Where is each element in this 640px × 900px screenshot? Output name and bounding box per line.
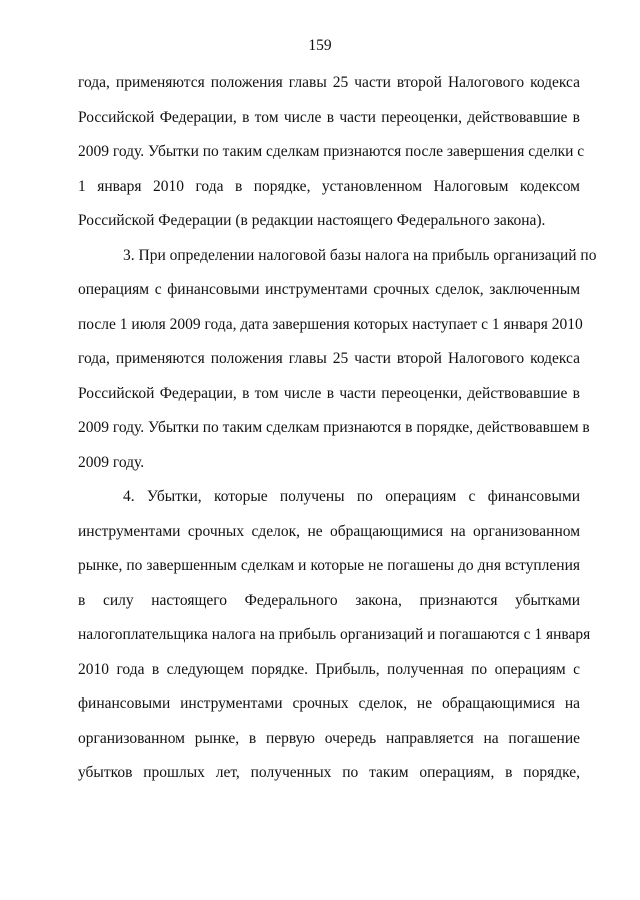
text-line: инструментами срочных сделок, не обращающимися на организованном [78,522,580,540]
text-line: после 1 июля 2009 года, дата завершения которых наступает с 1 января 2010 [78,315,583,333]
text-line: рынке, по завершенным сделкам и которые не погашены до дня вступления [78,557,580,574]
text-line: 1 января 2010 года в порядке, установленном Налоговым кодексом [78,177,580,195]
page-number: 159 [308,37,332,54]
text-line: убытков прошлых лет, полученных по таким операциям, в порядке, [78,764,580,781]
text-line: финансовыми инструментами срочных сделок, не обращающимися на [78,695,580,712]
text-line: в силу настоящего Федерального закона, признаются убытками [78,591,580,609]
text-line: операциям с финансовыми инструментами срочных сделок, заключенным [78,281,580,298]
text-line: Российской Федерации, в том числе в части переоценки, действовавшие в [78,384,580,402]
text-line: Российской Федерации, в том числе в части переоценки, действовавшие в [78,108,580,126]
text-line: 4. Убытки, которые получены по операциям с финансовыми [123,488,580,505]
text-line: 2009 году. Убытки по таким сделкам признаются в порядке, действовавшем в [78,419,590,436]
text-line: года, применяются положения главы 25 части второй Налогового кодекса [78,74,580,91]
text-line: налогоплательщика налога на прибыль организаций и погашаются с 1 января [78,626,591,643]
text-line: 2010 года в следующем порядке. Прибыль, полученная по операциям с [78,660,580,678]
text-line: 2009 году. [78,453,145,471]
text-line: года, применяются положения главы 25 части второй Налогового кодекса [78,350,580,367]
text-line: 3. При определении налоговой базы налога на прибыль организаций по [123,246,597,264]
text-line: Российской Федерации (в редакции настоящего Федерального закона). [78,212,546,229]
body-text [78,66,597,791]
text-line: 2009 году. Убытки по таким сделкам признаются после завершения сделки с [78,143,585,160]
text-line: организованном рынке, в первую очередь направляется на погашение [78,729,580,747]
